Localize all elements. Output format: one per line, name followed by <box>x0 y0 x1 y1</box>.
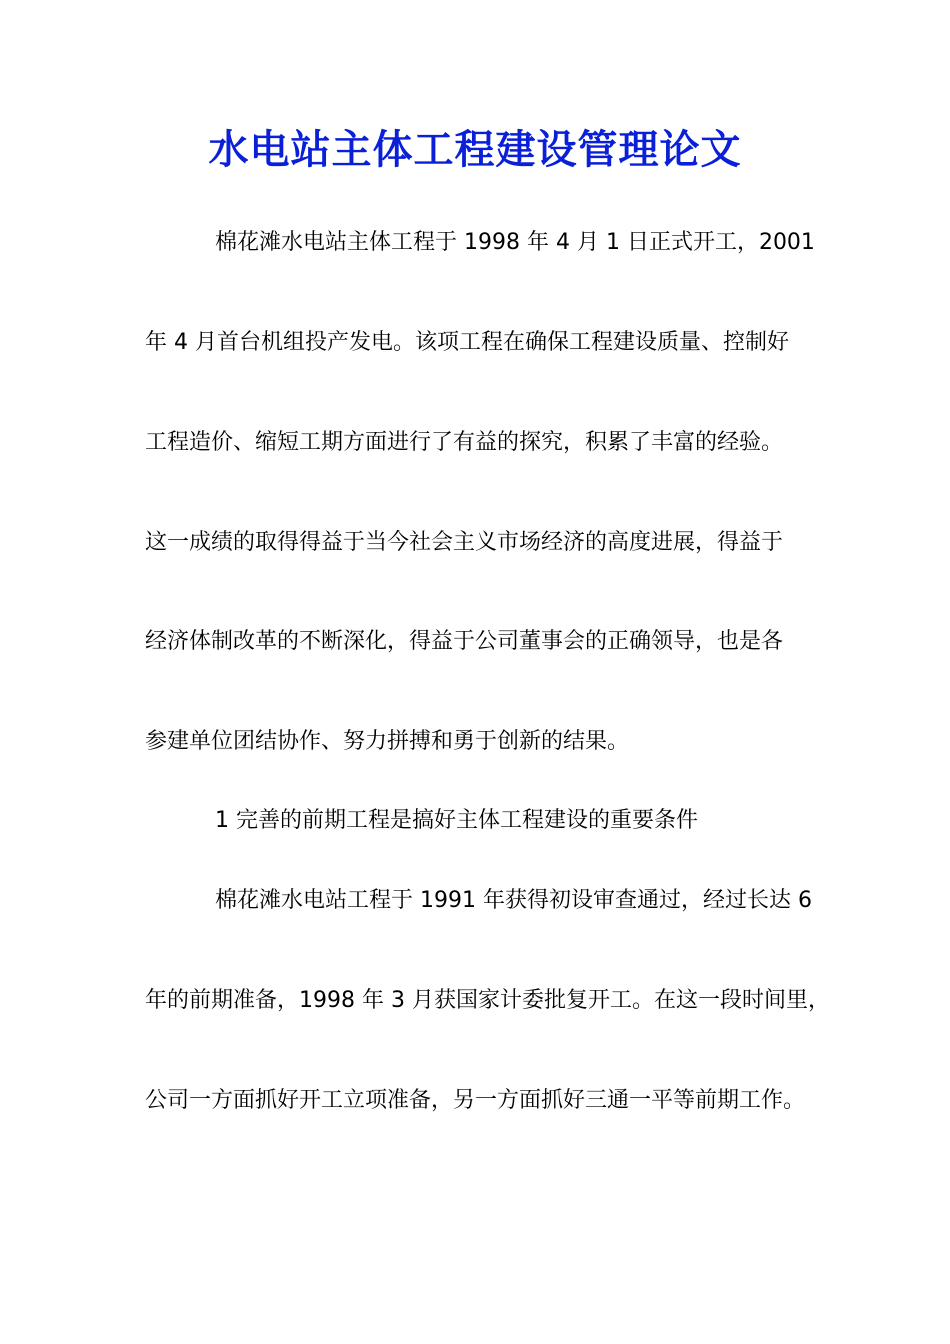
paragraph-line: 年 4 月首台机组投产发电。该项工程在确保工程建设质量、控制好 <box>145 330 789 355</box>
paragraph-line: 参建单位团结协作、努力拼搏和勇于创新的结果。 <box>145 729 630 754</box>
section-heading: 1 完善的前期工程是搞好主体工程建设的重要条件 <box>215 808 698 833</box>
document-title: 水电站主体工程建设管理论文 <box>208 126 742 173</box>
paragraph-line: 公司一方面抓好开工立项准备，另一方面抓好三通一平等前期工作。 <box>145 1088 806 1113</box>
paragraph-line: 棉花滩水电站工程于 1991 年获得初设审查通过，经过长达 6 <box>215 888 812 913</box>
paragraph-line: 年的前期准备，1998 年 3 月获国家计委批复开工。在这一段时间里， <box>145 988 830 1013</box>
paragraph-line: 这一成绩的取得得益于当今社会主义市场经济的高度进展，得益于 <box>145 530 784 555</box>
paragraph-line: 棉花滩水电站主体工程于 1998 年 4 月 1 日正式开工，2001 <box>215 230 815 255</box>
paragraph-line: 工程造价、缩短工期方面进行了有益的探究，积累了丰富的经验。 <box>145 430 784 455</box>
paragraph-line: 经济体制改革的不断深化，得益于公司董事会的正确领导，也是各 <box>145 629 784 654</box>
